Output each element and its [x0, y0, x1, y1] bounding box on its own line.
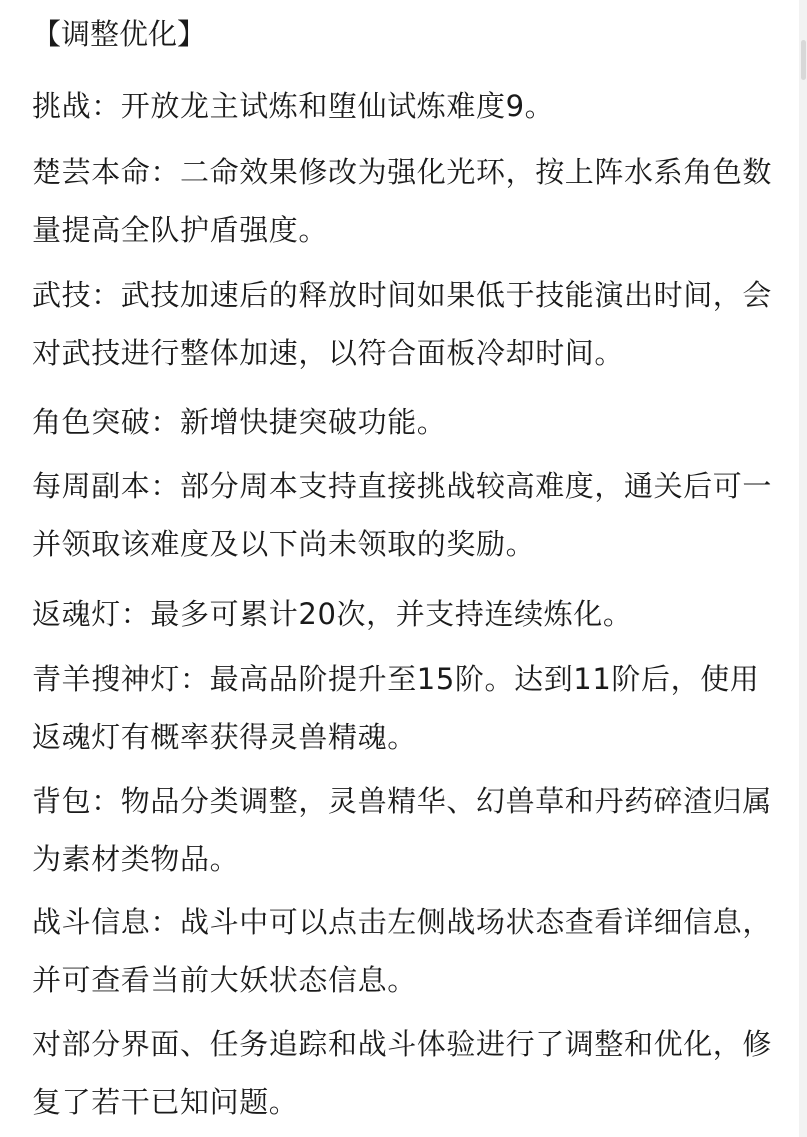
- paragraph-weekly-dungeon: 每周副本：部分周本支持直接挑战较高难度，通关后可一并领取该难度及以下尚未领取的奖励。: [32, 469, 773, 561]
- paragraph-battle-info: 战斗信息：战斗中可以点击左侧战场状态查看详细信息，并可查看当前大妖状态信息。: [32, 905, 773, 997]
- paragraph-martial-skill: 武技：武技加速后的释放时间如果低于技能演出时间，会对武技进行整体加速，以符合面板冷却时间。: [32, 278, 773, 370]
- vertical-scrollbar[interactable]: [799, 0, 807, 1137]
- section-title: 【调整优化】: [32, 17, 207, 51]
- paragraph-breakthrough: 角色突破：新增快捷突破功能。: [32, 405, 447, 439]
- paragraph-backpack: 背包：物品分类调整，灵兽精华、幻兽草和丹药碎渣归属为素材类物品。: [32, 784, 773, 876]
- paragraph-qingyang-lamp: 青羊搜神灯：最高品阶提升至15阶。达到11阶后，使用返魂灯有概率获得灵兽精魂。: [32, 662, 760, 754]
- paragraph-misc-optimization: 对部分界面、任务追踪和战斗体验进行了调整和优化，修复了若干已知问题。: [32, 1027, 773, 1119]
- paragraph-chuyun: 楚芸本命：二命效果修改为强化光环，按上阵水系角色数量提高全队护盾强度。: [32, 155, 773, 247]
- paragraph-soul-lamp: 返魂灯：最多可累计20次，并支持连续炼化。: [32, 597, 633, 631]
- paragraph-challenge: 挑战：开放龙主试炼和堕仙试炼难度9。: [32, 89, 555, 123]
- scrollbar-thumb[interactable]: [801, 40, 806, 80]
